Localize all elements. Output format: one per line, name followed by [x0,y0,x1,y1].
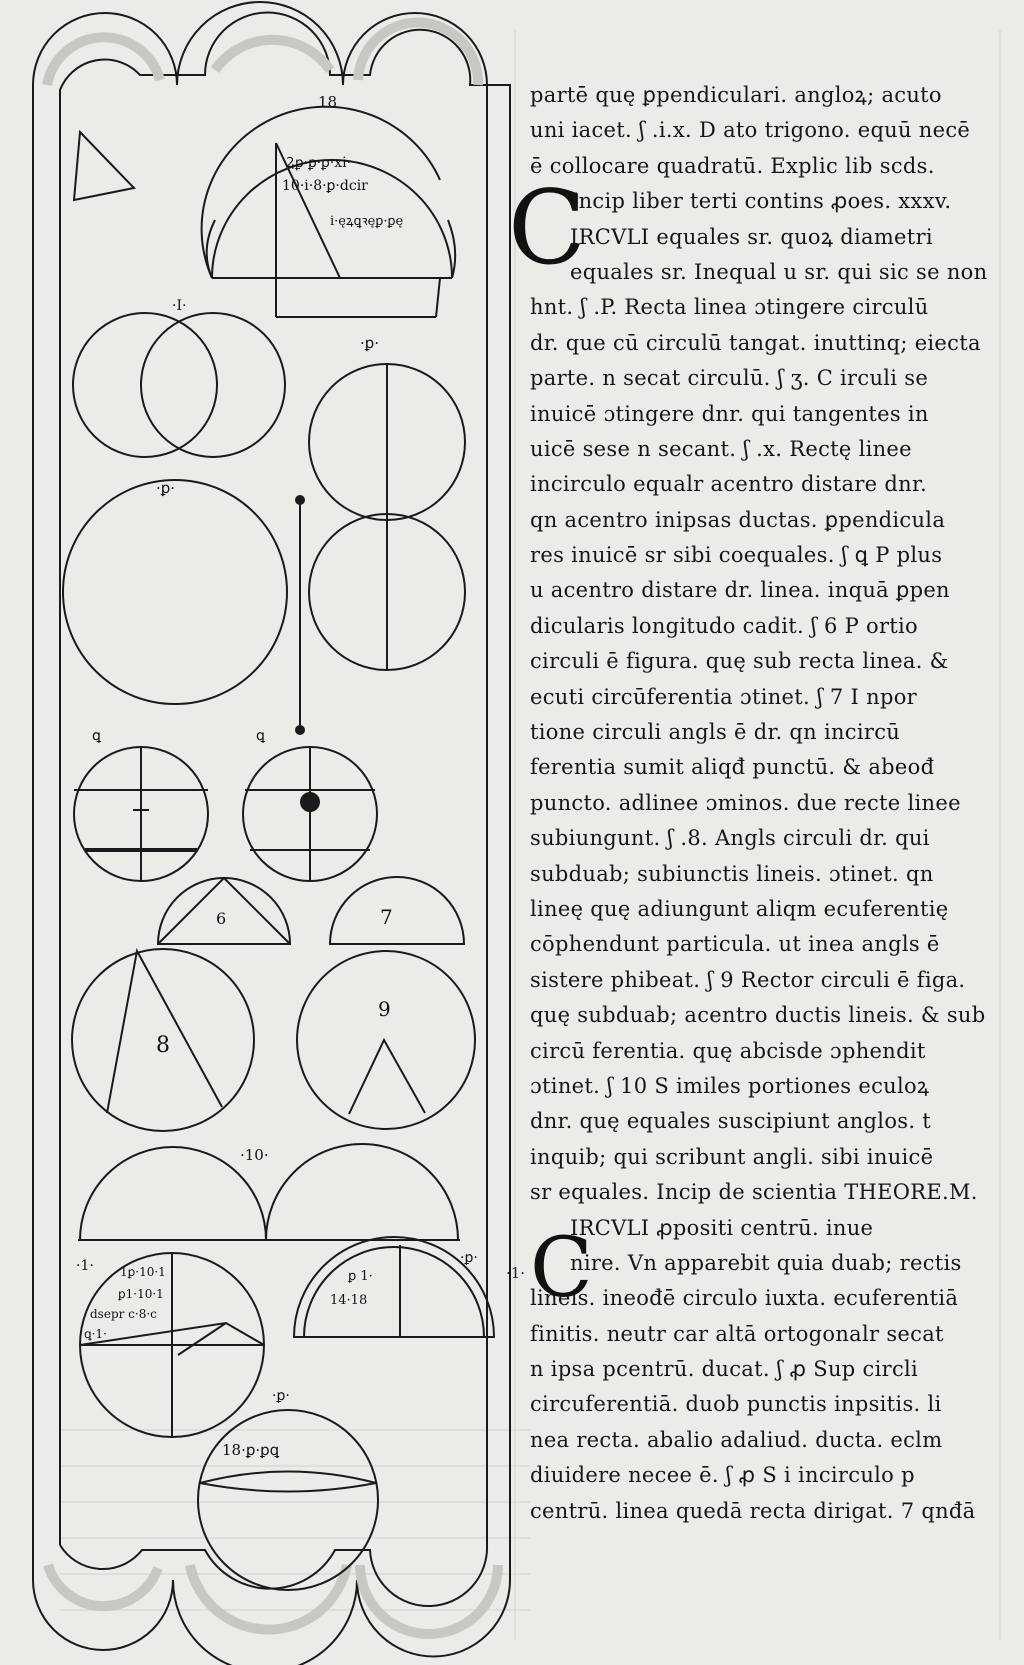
label-top-note-1: Ꝝꝑ·ꝑ·ꝑ·xi· [286,155,352,171]
text-line: ē collocare quadratū. Explic lib scds. [530,153,935,178]
label-bl-note-3: dsepr c·8·c [90,1307,157,1321]
label-fig4: ꝗ [92,728,101,744]
label-fig3: ·ꝑ· [156,479,176,497]
label-fig7: 7 [380,905,393,929]
text-line: IRCVLI ꝓpositi centrū. inue [570,1215,874,1240]
circle-bottom-center [198,1410,378,1590]
text-line: inquib; qui scribunt angli. sibi inuicē [530,1144,934,1169]
triangle-figure [74,132,134,200]
semicircle-fig10-right [266,1144,458,1240]
drop-cap-initial-2: C [530,1221,593,1316]
text-line: nea recta. abalio adaliud. ducta. eclm [530,1427,943,1452]
label-br-note-1: ꝑ 1· [348,1269,373,1284]
text-line: subduab; subiunctis lineis. ɔtinet. qn [530,861,934,886]
label-fig10: ·10· [240,1146,269,1164]
circle-fig9 [297,951,475,1129]
drop-cap-initial-1: C [508,169,587,288]
text-line: dr. que cū circulū tangat. inuttinq; eiecta [530,330,981,355]
text-line: dnr. quę equales suscipiunt anglos. t [530,1109,932,1134]
text-line: quę subduab; acentro ductis lineis. & sub [530,1003,986,1028]
label-fig1: ·I· [172,298,187,314]
text-line: equales sr. Inequal u sr. qui sic se non [570,259,988,284]
text-line: uicē sese n secant. ʃ .x. Rectę linee [530,436,912,461]
label-bottom-note: 18·ꝑ·ꝑꝗ [222,1441,280,1459]
text-line: sr equales. Incip de scientia THEORE.M. [530,1180,978,1205]
label-bl-num: ·1· [76,1258,94,1274]
text-line: parte. n secat circulū. ʃ ʒ. C irculi se [530,366,929,391]
text-line: subiungunt. ʃ .8. Angls circuli dr. qui [530,826,930,851]
label-fig2: ·ꝑ· [360,334,380,352]
label-top-note-3: i·ęꝝꝗꝛęꝑ·ꝑę [330,214,404,229]
label-bl-note-4: ꝗ·1· [84,1327,107,1341]
text-line: res inuicē sr sibi coequales. ʃ ꝗ P plus [530,543,943,568]
label-bl-note-2: ꝑ1·10·1 [118,1287,164,1301]
text-line: ɔtinet. ʃ 10 S imiles portiones eculoꝝ [530,1073,930,1098]
text-line: circū ferentia. quę abcisde ɔphendit [530,1038,926,1063]
circle-fig1-right [141,313,285,457]
text-line: uni iacet. ʃ .i.x. D ato trigono. equū necē [530,118,971,143]
text-line: tione circuli angls ē dr. qn incircū [530,720,901,745]
label-br-num: ·ꝑ· [460,1250,478,1266]
text-line: u acentro distare dr. linea. inquā ꝑpen [530,578,950,603]
text-line: puncto. adlinee ɔminos. due recte linee [530,790,961,815]
text-line: n ipsa pcentrū. ducat. ʃ ꝓ Sup circli [530,1357,919,1382]
semicircle-fig7 [330,877,464,944]
text-line: lineę quę adiungunt aliqm ecuferentię [530,896,949,921]
label-fig9: 9 [378,997,391,1021]
text-line: nire. Vn apparebit quia duab; rectis [570,1250,962,1275]
circle-fig3-large [63,480,287,704]
text-line: centrū. linea quedā recta dirigat. 7 qnđā [530,1498,976,1523]
semicircle-fig10-left [80,1147,266,1240]
margin-number: ·1· [506,1264,526,1282]
circle-fig1-left [73,313,217,457]
label-fig6: 6 [216,909,227,928]
text-line: ferentia sumit aliqđ punctū. & abeođ [530,755,935,780]
text-line: dicularis longitudo cadit. ʃ 6 P ortio [530,613,918,638]
text-line: circuli ē figura. quę sub recta linea. & [530,649,949,674]
text-line: circuferentiā. duob punctis inpsitis. li [530,1392,942,1417]
text-line: qn acentro inipsas ductas. ꝑpendicula [530,507,946,532]
text-line: Incip liber terti contins ꝓoes. xxxv. [570,189,952,214]
text-line: partē quę ꝑpendiculari. angloꝝ; acuto [530,83,942,107]
label-top-note-2: 10·i·8·ꝑ·dcir [282,178,368,194]
label-fig5: ꝗ [256,728,265,744]
label-top: 18 [318,93,338,111]
text-line: incirculo equalr acentro distare dnr. [530,472,927,497]
label-bl-note-1: 1ꝑ·10·1 [120,1265,166,1279]
text-line: cōphendunt particula. ut inea angls ē [530,932,940,957]
text-line: hnt. ʃ .P. Recta linea ɔtingere circulū [530,295,929,320]
text-line: sistere phibeat. ʃ 9 Rector circuli ē figa. [530,967,966,992]
label-fig8: 8 [156,1033,170,1058]
text-line: lineis. ineođē circulo iuxta. ecuferentiā [530,1286,959,1311]
text-line: finitis. neutr car altā ortogonalr secat [530,1321,944,1346]
text-line: inuicē ɔtingere dnr. qui tangentes in [530,401,929,426]
text-line: diuidere necee ē. ʃ ꝓ S i incirculo p [530,1463,915,1488]
manuscript-text-column [530,78,1010,1529]
label-bottom-num: ·ꝑ· [272,1388,290,1404]
text-line: ecuti circūferentia ɔtinet. ʃ 7 I npor [530,684,917,709]
label-br-note-2: 14·18 [330,1293,368,1308]
text-line: IRCVLI equales sr. quoꝝ diametri [570,224,933,249]
